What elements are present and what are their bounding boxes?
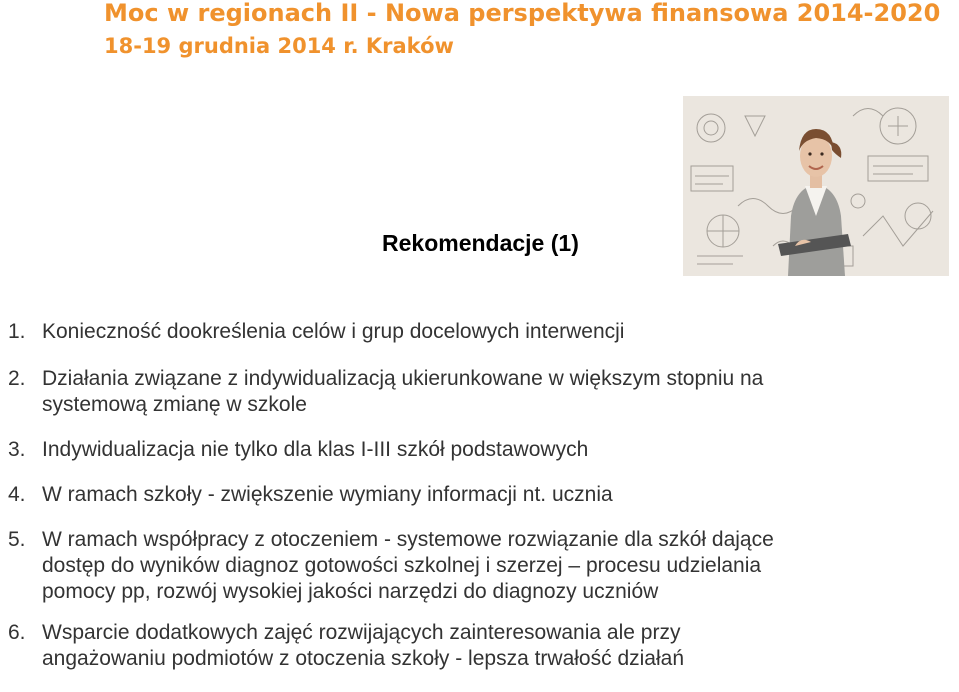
item-text-line: Konieczność dookreślenia celów i grup docelowych interwencji (42, 320, 625, 343)
item-number: 5. (8, 528, 26, 551)
businesswoman-photo (683, 96, 949, 276)
item-number: 3. (8, 438, 26, 461)
event-date-location: 18-19 grudnia 2014 r. Kraków (104, 34, 454, 58)
list-item (8, 437, 954, 463)
item-text-line: Wsparcie dodatkowych zajęć rozwijających zainteresowania ale przy (42, 621, 681, 644)
item-text-line: Indywidualizacja nie tylko dla klas I-III szkół podstawowych (42, 438, 589, 461)
list-item (8, 366, 954, 418)
list-item (8, 620, 954, 672)
slide-title: Rekomendacje (1) (382, 230, 579, 256)
item-number: 6. (8, 621, 26, 644)
item-text-line: W ramach szkoły - zwiększenie wymiany informacji nt. ucznia (42, 483, 613, 506)
list-item (8, 319, 954, 345)
item-text-line: systemową zmianę w szkole (42, 393, 307, 416)
item-text-line: dostęp do wyników diagnoz gotowości szkolnej i szerzej – procesu udzielania (42, 554, 762, 577)
list-item (8, 482, 954, 508)
item-text-line: W ramach współpracy z otoczeniem - systemowe rozwiązanie dla szkół dające (42, 528, 774, 551)
item-number: 2. (8, 367, 26, 390)
item-text-line: pomocy pp, rozwój wysokiej jakości narzędzi do diagnozy uczniów (42, 580, 659, 603)
list-item (8, 527, 954, 605)
item-text-line: Działania związane z indywidualizacją ukierunkowane w większym stopniu na (42, 367, 764, 390)
item-number: 4. (8, 483, 26, 506)
event-title: Moc w regionach II - Nowa perspektywa finansowa 2014-2020 (104, 0, 941, 27)
item-number: 1. (8, 320, 26, 343)
recommendations-list (8, 319, 954, 672)
item-text-line: angażowaniu podmiotów z otoczenia szkoły - lepsza trwałość działań (42, 647, 684, 670)
slide-header (104, 0, 940, 60)
